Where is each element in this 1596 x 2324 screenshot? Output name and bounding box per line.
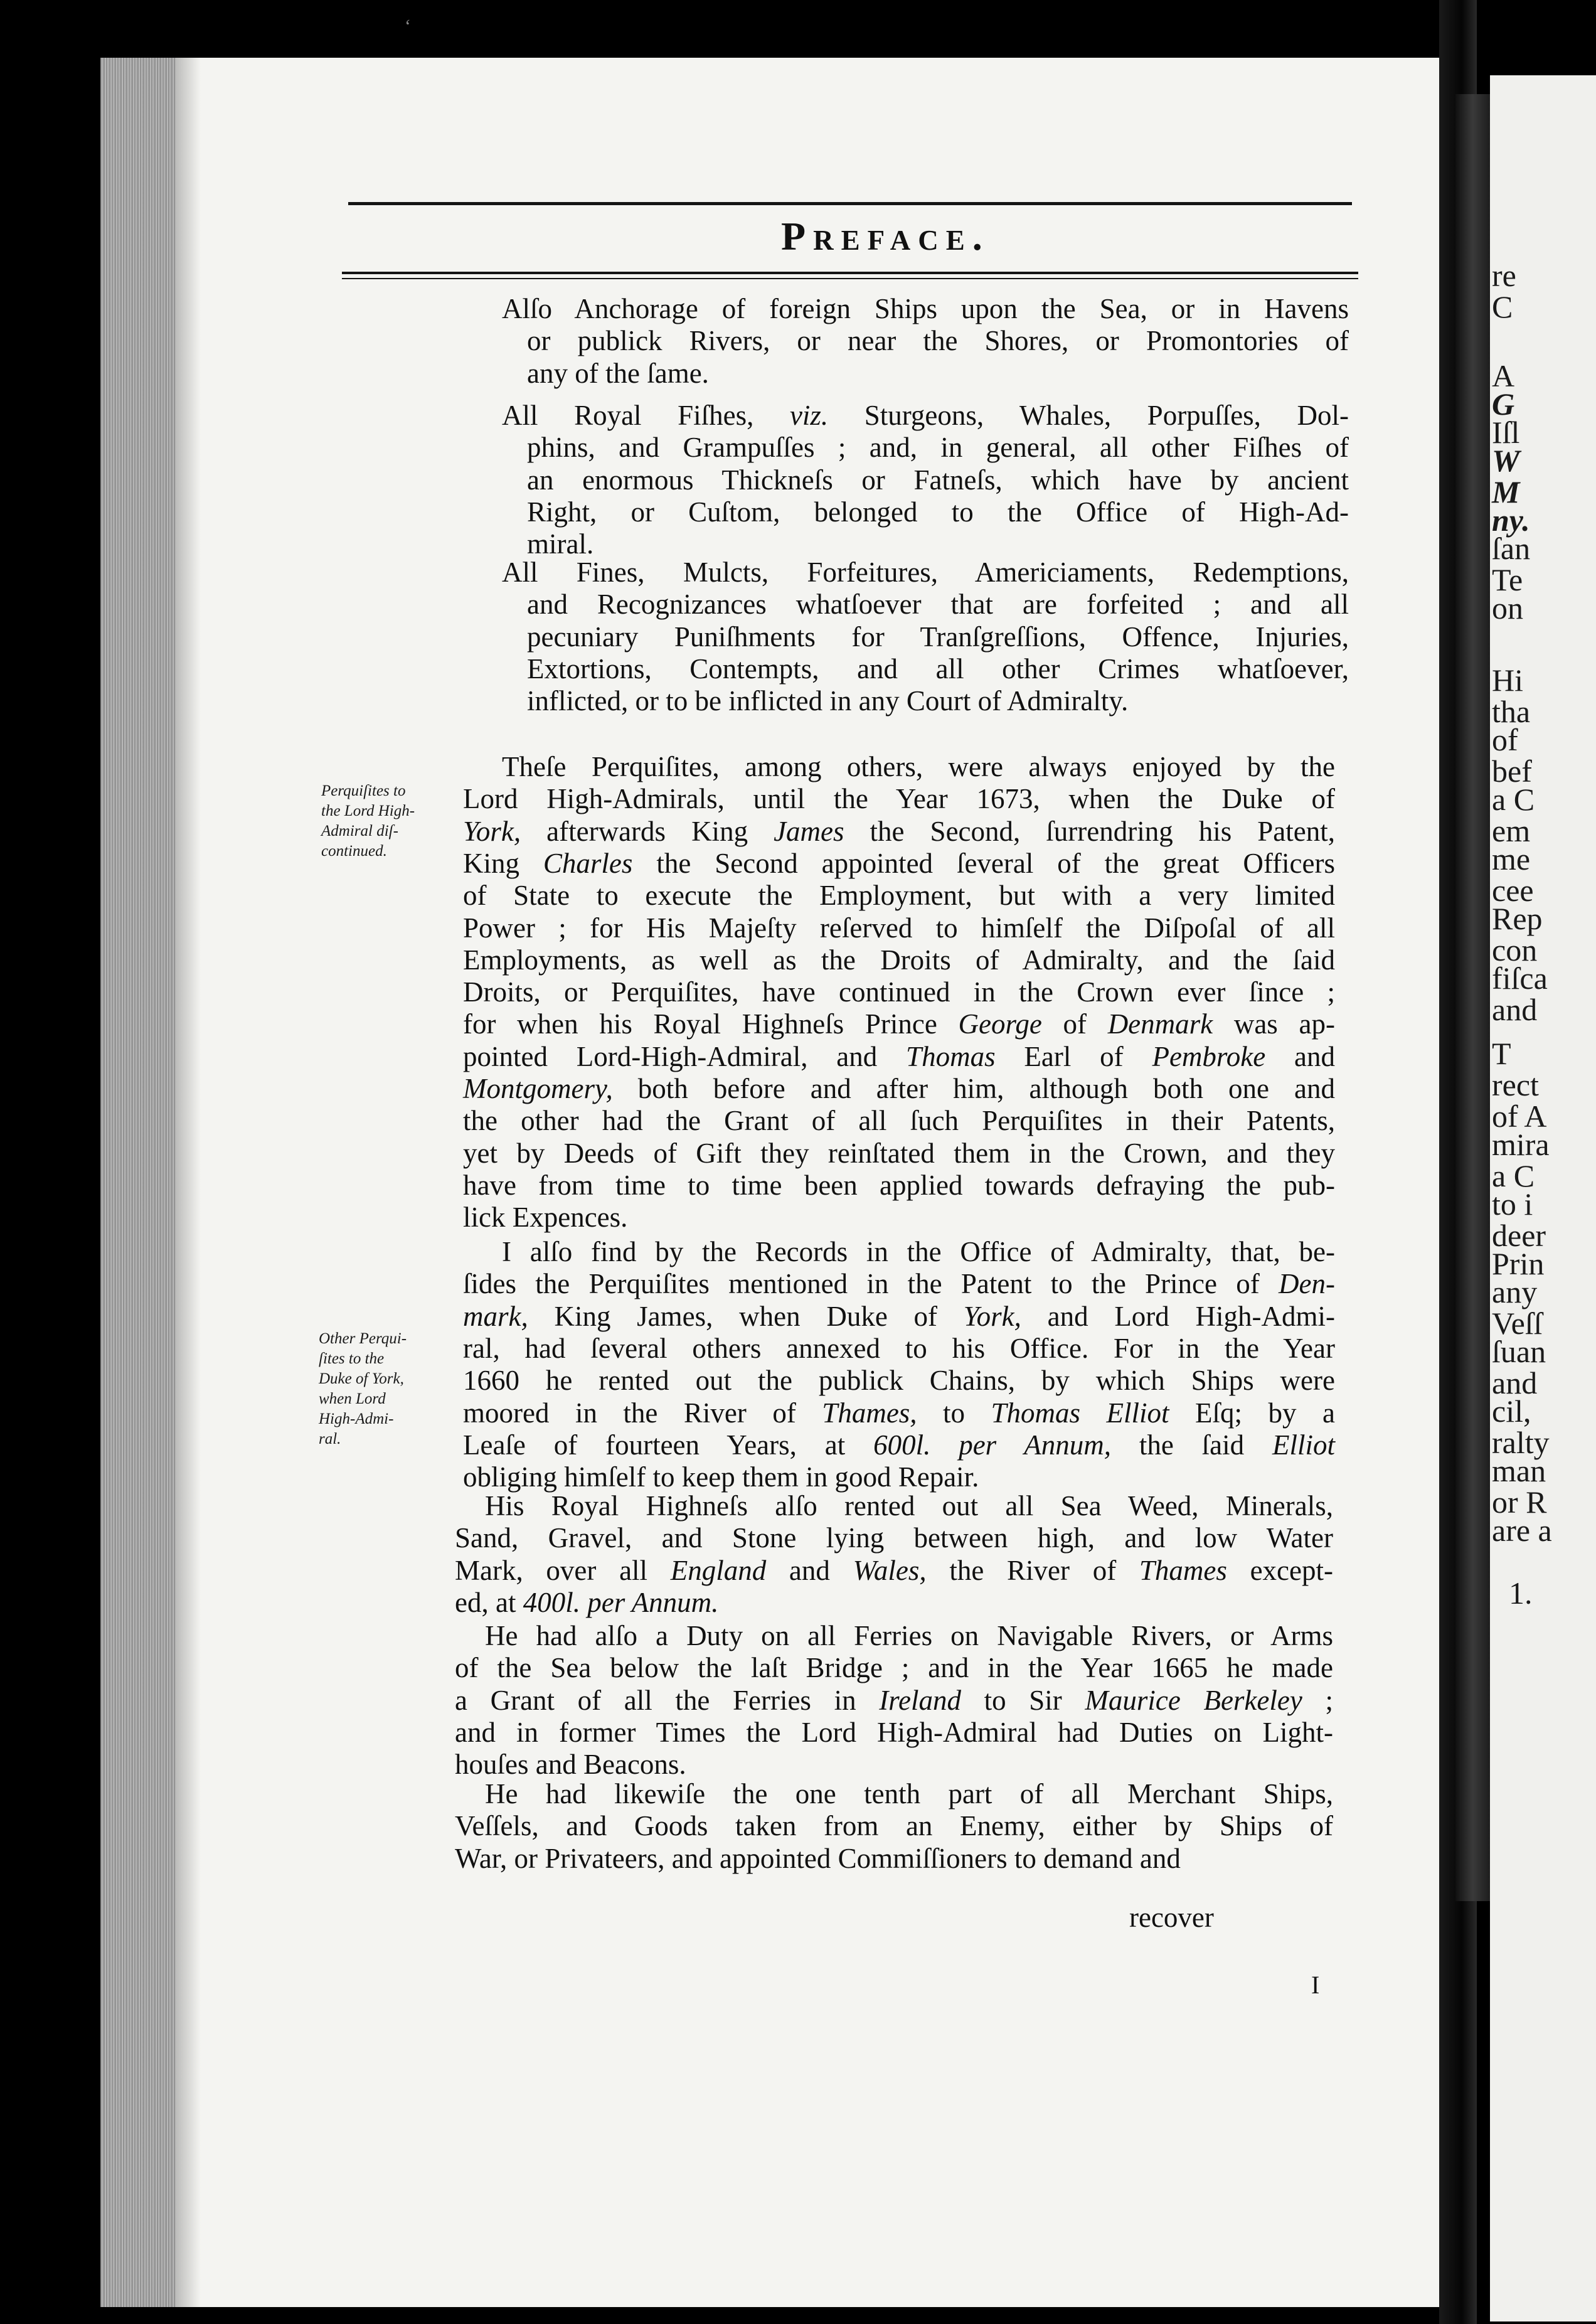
facing-page-fragment: ralty bbox=[1492, 1425, 1550, 1460]
scan-mark: ‘ bbox=[405, 16, 411, 36]
text-line: yet by Deeds of Gift they reinſtated them in the Crown, and they bbox=[463, 1138, 1335, 1169]
text-line: Lord High-Admirals, until the Year 1673, when the Duke of bbox=[463, 783, 1335, 814]
facing-page-fragment: and bbox=[1492, 992, 1538, 1027]
facing-page-fragment: A bbox=[1492, 358, 1515, 393]
signature-mark: I bbox=[1311, 1971, 1320, 1999]
text-line: He had likewiſe the one tenth part of all Merchant Ships, bbox=[485, 1778, 1333, 1810]
text-line: His Royal Highneſs alſo rented out all Sea Weed, Minerals, bbox=[485, 1490, 1334, 1522]
text-line: moored in the River of Thames, to Thomas Elliot Eſq; by a bbox=[463, 1397, 1335, 1429]
text-line: of the Sea below the laſt Bridge ; and in the Year 1665 he made bbox=[455, 1652, 1333, 1683]
text-line: or publick Rivers, or near the Shores, or Promontories of bbox=[527, 325, 1349, 356]
facing-page-fragment: ſan bbox=[1492, 531, 1531, 566]
text-line: pecuniary Puniſhments for Tranſgreſſions, Offence, Injuries, bbox=[527, 621, 1349, 653]
facing-page-fragment: fiſca bbox=[1492, 961, 1548, 996]
facing-page-fragment: Hi bbox=[1492, 663, 1523, 698]
text-line: I alſo find by the Records in the Office of Admiralty, that, be- bbox=[502, 1236, 1335, 1267]
facing-page-fragment: Iſl bbox=[1492, 415, 1520, 450]
margin-note-line: Duke of York, bbox=[319, 1370, 404, 1387]
text-line: War, or Privateers, and appointed Commiſſioners to demand and bbox=[455, 1843, 1181, 1874]
text-line: mark, King James, when Duke of York, and Lord High-Admi- bbox=[463, 1301, 1335, 1332]
facing-page-fragment: are a bbox=[1492, 1513, 1552, 1548]
text-line: Leaſe of fourteen Years, at 600l. per Annum, the ſaid Elliot bbox=[463, 1429, 1335, 1461]
facing-page-fragment: rect bbox=[1492, 1067, 1539, 1102]
text-line: any of the ſame. bbox=[527, 358, 709, 389]
facing-page-fragment: or R bbox=[1492, 1484, 1547, 1520]
facing-page-fragment: deer bbox=[1492, 1218, 1546, 1253]
margin-note-line: when Lord bbox=[319, 1390, 386, 1407]
margin-note-other-perquisites bbox=[319, 1329, 407, 1449]
text-line: a Grant of all the Ferries in Ireland to Sir Maurice Berkeley ; bbox=[455, 1685, 1333, 1716]
text-line: King Charles the Second appointed ſeveral of the great Officers bbox=[463, 848, 1335, 879]
facing-page-fragment: cee bbox=[1492, 873, 1534, 908]
text-line: Power ; for His Majeſty reſerved to himſelf the Diſpoſal of all bbox=[463, 912, 1335, 944]
facing-page-fragment: Te bbox=[1492, 562, 1523, 597]
facing-page-fragment: man bbox=[1492, 1453, 1546, 1488]
margin-note-line: High-Admi- bbox=[319, 1410, 394, 1427]
facing-page-fragment: me bbox=[1492, 841, 1531, 877]
facing-page-fragment: tha bbox=[1492, 694, 1531, 729]
text-line: Mark, over all England and Wales, the River of Thames except- bbox=[455, 1555, 1333, 1586]
facing-page-fragment: mira bbox=[1492, 1127, 1550, 1162]
text-line: Right, or Cuſtom, belonged to the Office of High-Ad- bbox=[527, 496, 1349, 528]
text-line: York, afterwards King James the Second, ſurrendring his Patent, bbox=[463, 816, 1336, 847]
facing-page-fragment: ny. bbox=[1492, 503, 1530, 538]
text-line: an enormous Thickneſs or Fatneſs, which have by ancient bbox=[527, 464, 1349, 496]
facing-page-fragment: Rep bbox=[1492, 901, 1543, 936]
text-line: Droits, or Perquiſites, have continued in the Crown ever ſince ; bbox=[463, 976, 1336, 1008]
page-title: Preface. bbox=[781, 214, 990, 259]
text-line: miral. bbox=[527, 528, 594, 560]
page-edge-gutter bbox=[100, 58, 176, 2307]
text-line: Theſe Perquiſites, among others, were always enjoyed by the bbox=[502, 751, 1336, 782]
text-line: lick Expences. bbox=[463, 1202, 628, 1233]
facing-page-fragment: bef bbox=[1492, 754, 1532, 789]
text-line: for when his Royal Highneſs Prince George of Denmark was ap- bbox=[463, 1008, 1335, 1040]
facing-page-fragment: of A bbox=[1492, 1099, 1547, 1134]
text-line: All Fines, Mulcts, Forfeitures, Americiaments, Redemptions, bbox=[502, 557, 1349, 588]
text-line: Montgomery, both before and after him, although both one and bbox=[463, 1073, 1335, 1104]
facing-page-fragment: M bbox=[1492, 474, 1520, 509]
facing-page-fragment: con bbox=[1492, 932, 1538, 967]
margin-note-line: Perquiſites to bbox=[321, 782, 406, 799]
text-line: phins, and Grampuſſes ; and, in general, all other Fiſhes of bbox=[527, 432, 1349, 463]
margin-note-line: Admiral diſ- bbox=[321, 823, 398, 840]
margin-note-perquisites bbox=[321, 781, 415, 861]
margin-note-line: the Lord High- bbox=[321, 802, 415, 819]
facing-page-fragment: T bbox=[1492, 1036, 1511, 1071]
margin-note-line: continued. bbox=[321, 843, 387, 860]
facing-page-fragment: Veſſ bbox=[1492, 1306, 1543, 1341]
text-line: Employments, as well as the Droits of Admiralty, and the ſaid bbox=[463, 944, 1335, 976]
text-line: ed, at 400l. per Annum. bbox=[455, 1587, 719, 1618]
text-line: 1660 he rented out the publick Chains, by which Ships were bbox=[463, 1365, 1335, 1396]
facing-page-fragment: any bbox=[1492, 1274, 1538, 1309]
text-line: of State to execute the Employment, but with a very limited bbox=[463, 880, 1335, 911]
facing-page-fragment: of bbox=[1492, 722, 1518, 757]
text-line: Extortions, Contempts, and all other Crimes whatſoever, bbox=[527, 653, 1349, 685]
margin-note-line: ſites to the bbox=[319, 1350, 385, 1367]
spine-shadow bbox=[1455, 94, 1490, 1901]
text-line: Veſſels, and Goods taken from an Enemy, either by Ships of bbox=[455, 1810, 1334, 1842]
header-rule-bottom bbox=[342, 272, 1358, 274]
text-line: pointed Lord-High-Admiral, and Thomas Earl of Pembroke and bbox=[463, 1041, 1335, 1072]
facing-page-fragment: a C bbox=[1492, 782, 1535, 817]
facing-page-fragment: on bbox=[1492, 590, 1523, 626]
facing-page-fragment: re bbox=[1492, 258, 1516, 293]
facing-page-fragment: ſuan bbox=[1492, 1334, 1546, 1369]
text-line: Alſo Anchorage of foreign Ships upon the Sea, or in Havens bbox=[502, 293, 1349, 324]
facing-page-fragment: 1. bbox=[1509, 1575, 1533, 1611]
text-line: have from time to time been applied towards defraying the pub- bbox=[463, 1170, 1335, 1201]
gutter-shadow bbox=[176, 58, 201, 2307]
facing-page-fragment: and bbox=[1492, 1365, 1538, 1400]
text-line: houſes and Beacons. bbox=[455, 1749, 686, 1780]
facing-page-fragment: C bbox=[1492, 289, 1513, 324]
text-line: ſides the Perquiſites mentioned in the Patent to the Prince of Den- bbox=[463, 1268, 1335, 1299]
facing-page-fragment: Prin bbox=[1492, 1246, 1545, 1281]
margin-note-line: Other Perqui- bbox=[319, 1330, 407, 1347]
facing-page-fragment: cil, bbox=[1492, 1394, 1531, 1429]
text-line: obliging himſelf to keep them in good Repair. bbox=[463, 1461, 979, 1493]
text-line: and in former Times the Lord High-Admiral had Duties on Light- bbox=[455, 1717, 1333, 1748]
facing-page-fragment: em bbox=[1492, 813, 1531, 848]
text-line: and Recognizances whatſoever that are forfeited ; and all bbox=[527, 589, 1349, 620]
text-line: inflicted, or to be inflicted in any Court of Admiralty. bbox=[527, 685, 1129, 717]
facing-page-fragment: G bbox=[1492, 386, 1515, 422]
margin-note-line: ral. bbox=[319, 1431, 341, 1447]
facing-page-fragment: to i bbox=[1492, 1186, 1533, 1222]
text-line: All Royal Fiſhes, viz. Sturgeons, Whales, Porpuſſes, Dol- bbox=[502, 400, 1349, 431]
facing-page-fragment: a C bbox=[1492, 1158, 1535, 1193]
header-rule-bottom-thin bbox=[342, 278, 1358, 279]
header-rule-top bbox=[348, 202, 1352, 205]
text-line: He had alſo a Duty on all Ferries on Navigable Rivers, or Arms bbox=[485, 1620, 1334, 1651]
text-line: the other had the Grant of all ſuch Perquiſites in their Patents, bbox=[463, 1105, 1335, 1136]
text-line: Sand, Gravel, and Stone lying between high, and low Water bbox=[455, 1522, 1333, 1554]
facing-page bbox=[1490, 75, 1596, 2321]
facing-page-fragment: W bbox=[1492, 443, 1520, 478]
catchword: recover bbox=[1129, 1902, 1214, 1933]
text-line: ral, had ſeveral others annexed to his Office. For in the Year bbox=[463, 1333, 1335, 1364]
